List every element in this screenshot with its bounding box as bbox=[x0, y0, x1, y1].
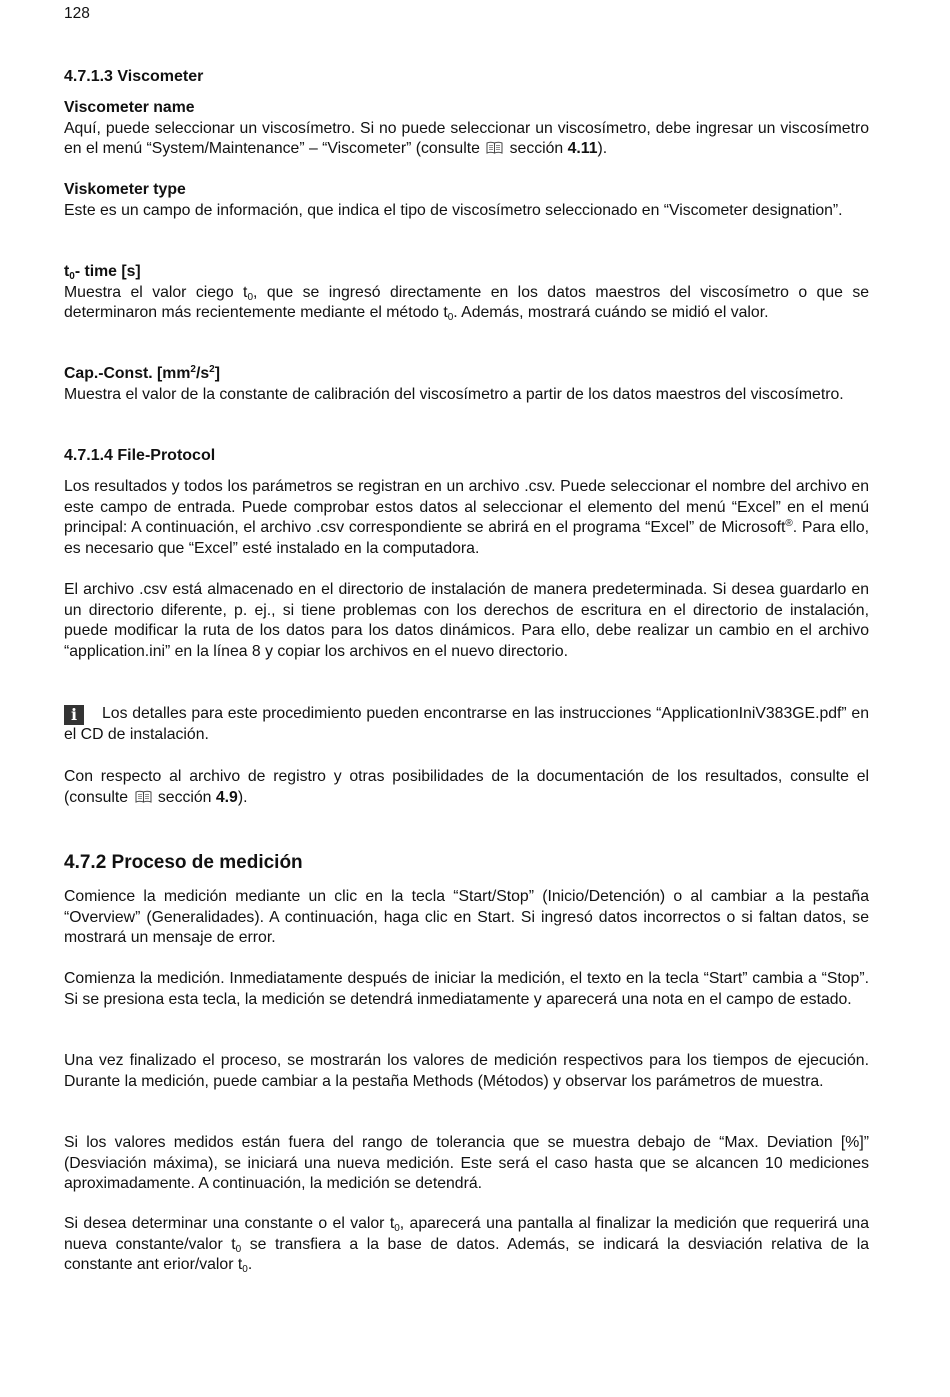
t0-text-part2: , que se ingresó directamente en los datos maestros del viscosímetro o que se determinaron más recientemente mediante el método t bbox=[64, 283, 870, 321]
cap-title-part1: Cap.-Const. [mm bbox=[64, 365, 191, 382]
t0-text-part3: . Además, mostrará cuándo se midió el valor. bbox=[453, 304, 769, 321]
t0-time-text bbox=[64, 284, 869, 322]
book-reference-icon bbox=[135, 790, 152, 803]
section-heading-472: 4.7.2 Proceso de medición bbox=[64, 852, 303, 873]
cap-title-sup2: 2 bbox=[209, 364, 215, 375]
cap-const-text: Muestra el valor de la constante de calibración del viscosímetro a partir de los datos maestros del viscosímetro. bbox=[64, 385, 844, 403]
t0-title-subscript: 0 bbox=[69, 271, 75, 282]
section-reference: 4.9 bbox=[215, 788, 238, 806]
section-heading-4714: 4.7.1.4 File-Protocol bbox=[64, 447, 216, 464]
section-heading-4713: 4.7.1.3 Viscometer bbox=[64, 68, 204, 85]
viscometer-type-block bbox=[64, 180, 869, 221]
viscometer-type-title: Viskometer type bbox=[64, 181, 186, 198]
info-note-text: Los detalles para este procedimiento pueden encontrarse en las instrucciones “ApplicationIniV383GE.pdf” en el CD de instalación. bbox=[64, 705, 869, 743]
p5-sub1: 0 bbox=[394, 1223, 400, 1234]
t0-title-t: t bbox=[64, 263, 70, 280]
measurement-paragraph-3: Una vez finalizado el proceso, se mostrarán los valores de medición respectivos para los tiempos de ejecución. Durante la medición, puede cambiar a la pestaña Methods (Métodos) y observar los parámetros de muestra. bbox=[64, 1052, 869, 1090]
p5-part2: , aparecerá una pantalla al finalizar la medición que requerirá una nueva constante/valor t bbox=[64, 1215, 869, 1253]
cap-const-title bbox=[64, 364, 869, 385]
viscometer-type-text: Este es un campo de información, que indica el tipo de viscosímetro seleccionado en “Viscometer designation”. bbox=[64, 201, 843, 219]
section-reference: 4.11 bbox=[567, 140, 598, 157]
file-protocol-p1-end: . Para ello, es necesario que “Excel” esté instalado en la computadora. bbox=[64, 519, 869, 557]
measurement-paragraph-2: Comienza la medición. Inmediatamente después de iniciar la medición, el texto en la tecla “Start” cambia a “Stop”. Si se presiona esta tecla, la medición se detendrá inmediatamente y aparecerá una nota en el campo de estado. bbox=[64, 970, 869, 1008]
p5-part3: se transfiera a la base de datos. Además, se indicará la desviación relativa de la constante ant erior/valor t bbox=[64, 1235, 869, 1273]
page-number: 128 bbox=[64, 5, 90, 22]
section-word: sección bbox=[157, 788, 212, 806]
info-icon: i bbox=[64, 705, 84, 725]
p5-part1: Si desea determinar una constante o el valor t bbox=[64, 1215, 395, 1232]
file-protocol-p3-text: Con respecto al archivo de registro y otras posibilidades de la documentación de los resultados, consulte el (consulte bbox=[64, 768, 869, 806]
info-note bbox=[64, 704, 869, 746]
reference-close: ). bbox=[597, 140, 608, 157]
cap-const-block bbox=[64, 364, 869, 405]
viscometer-name-title: Viscometer name bbox=[64, 99, 195, 116]
measurement-paragraph-5 bbox=[64, 1214, 869, 1276]
file-protocol-paragraph-1 bbox=[64, 477, 869, 559]
cap-title-part3: ] bbox=[214, 365, 220, 382]
registered-mark: ® bbox=[785, 518, 793, 529]
t0-text-sub2: 0 bbox=[447, 312, 454, 323]
viscometer-name-block bbox=[64, 98, 869, 160]
reference-close: ). bbox=[237, 788, 248, 806]
measurement-paragraph-1: Comience la medición mediante un clic en la tecla “Start/Stop” (Inicio/Detención) o al cambiar a la pestaña “Overview” (Generalidades). A continuación, haga clic en Start. Si ingresó datos incorrectos o si faltan datos, se mostrará un mensaje de error. bbox=[64, 888, 869, 946]
p5-sub3: 0 bbox=[242, 1264, 248, 1275]
cap-title-part2: /s bbox=[195, 365, 210, 382]
file-protocol-p1-text: Los resultados y todos los parámetros se registran en un archivo .csv. Puede seleccionar el nombre del archivo en este campo de entrada. Puede comprobar estos datos al seleccionar el elemento del menú “Excel” en el menú principal: A continuación, el archivo .csv correspondiente se abrirá en el programa “Excel” de Microsoft bbox=[64, 478, 869, 536]
measurement-paragraph-4: Si los valores medidos están fuera del rango de tolerancia que se muestra debajo de “Max. Deviation [%]” (Desviación máxima), se iniciará una nueva medición. Este será el caso hasta que se alcancen 10 mediciones aproximadamente. A continuación, la medición se detendrá. bbox=[64, 1134, 869, 1192]
t0-text-part1: Muestra el valor ciego t bbox=[64, 283, 248, 301]
p5-sub2: 0 bbox=[235, 1243, 242, 1255]
file-protocol-paragraph-3 bbox=[64, 767, 869, 808]
section-word: sección bbox=[509, 140, 564, 157]
t0-time-block bbox=[64, 262, 869, 324]
p5-part4: . bbox=[247, 1256, 253, 1273]
t0-title-rest: - time [s] bbox=[74, 263, 141, 280]
file-protocol-paragraph-2: El archivo .csv está almacenado en el directorio de instalación de manera predeterminada. Si desea guardarlo en un directorio diferente, p. ej., si tiene problemas con los derechos de escritura en el directorio de instalación, puede modificar la ruta de los datos para los datos dinámicos. Para ello, debe realizar un cambio en el archivo “application.ini” en la línea 8 y copiar los archivos en el nuevo directorio. bbox=[64, 581, 869, 660]
t0-text-sub1: 0 bbox=[247, 291, 254, 303]
book-reference-icon bbox=[486, 141, 503, 154]
cap-title-sup1: 2 bbox=[190, 364, 196, 375]
viscometer-name-text: Aquí, puede seleccionar un viscosímetro. Si no puede seleccionar un viscosímetro, debe ingresar un viscosímetro en el menú “System/Maintenance” – “Viscometer” (consulte bbox=[64, 119, 869, 157]
t0-time-title bbox=[64, 262, 869, 283]
